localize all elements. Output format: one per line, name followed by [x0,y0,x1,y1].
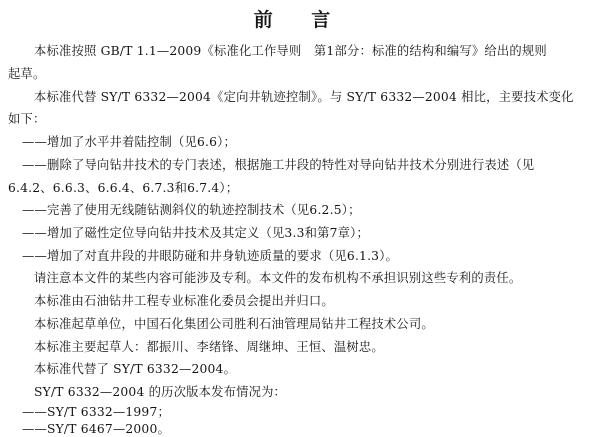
list-item: ——增加了对直井段的井眼防碰和井身轨迹质量的要求（见6.1.3）。 [22,249,399,263]
list-item: ——增加了磁性定位导向钻井技术及其定义（见3.3和第7章）； [22,226,369,240]
paragraph-line: 本标准由石油钻井工程专业标准化委员会提出并归口。 [34,294,334,308]
list-item: ——完善了使用无线随钻测斜仪的轨迹控制技术（见6.2.5）； [22,203,361,217]
list-item: ——增加了水平井着陆控制（见6.6）； [22,135,236,149]
paragraph-line: 起草。 [8,67,46,81]
page-title: 前 言 [253,9,347,31]
list-item: ——SY/T 6332—1997； [22,405,170,419]
list-item-continuation: 6.4.2、6.6.3、6.6.4、6.7.3和6.7.4）； [8,181,239,195]
paragraph-line: 本标准代替 SY/T 6332—2004《定向井轨迹控制》。与 SY/T 6332—2004 相比，主要技术变化 [34,90,574,104]
paragraph-line: 本标准主要起草人：都振川、李绪锋、周继坤、王恒、温树忠。 [34,340,384,354]
paragraph-line: 本标准起草单位，中国石化集团公司胜利石油管理局钻井工程技术公司。 [34,317,434,331]
list-item: ——SY/T 6467—2000。 [22,422,170,436]
paragraph-line: 请注意本文件的某些内容可能涉及专利。本文件的发布机构不承担识别这些专利的责任。 [34,271,522,285]
paragraph-line: 本标准代替了 SY/T 6332—2004。 [34,362,237,376]
list-item: ——删除了导向钻井技术的专门表述，根据施工井段的特性对导向钻井技术分别进行表述（见 [22,158,535,172]
paragraph-line: 本标准按照 GB/T 1.1—2009《标准化工作导则 第1部分：标准的结构和编写》给出的规则 [34,44,547,58]
paragraph-line: SY/T 6332—2004 的历次版本发布情况为： [34,385,287,399]
paragraph-line: 如下： [8,112,46,126]
